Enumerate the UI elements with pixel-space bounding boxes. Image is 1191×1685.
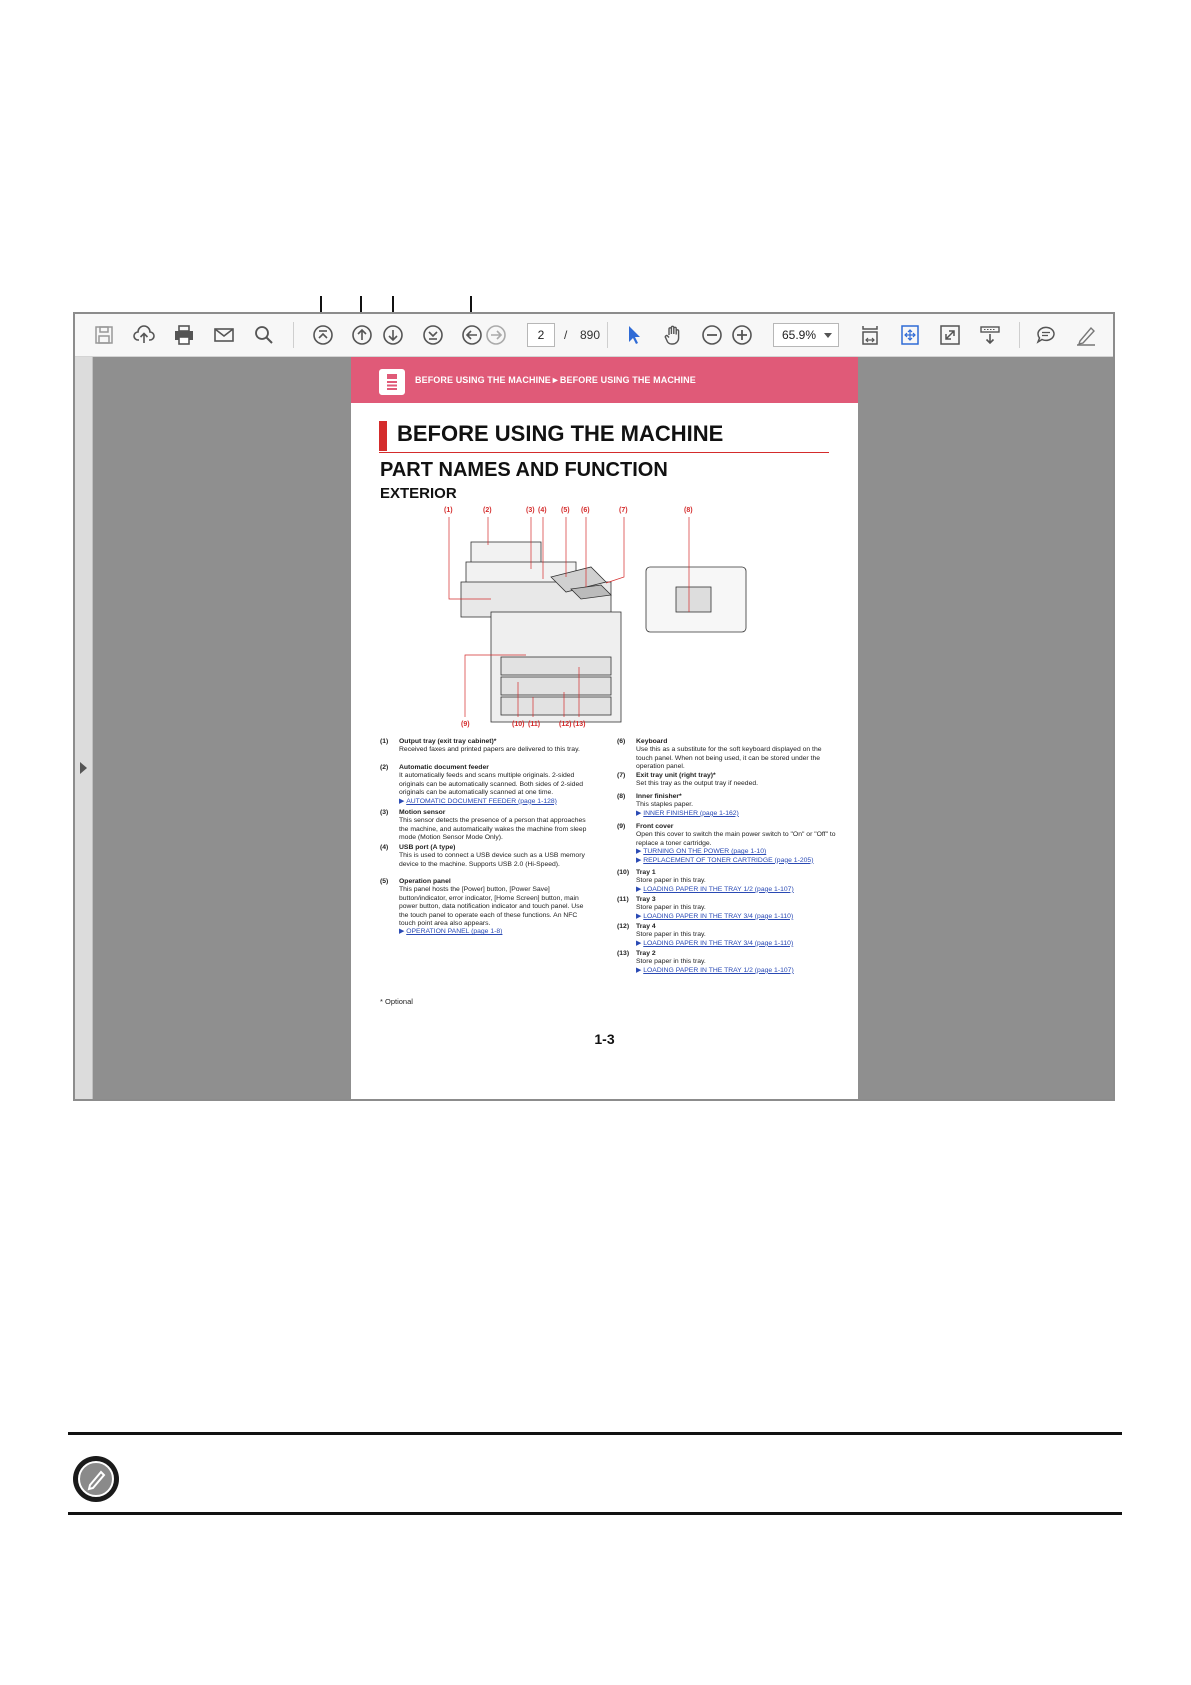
callout-label: (12) [559, 721, 572, 728]
toolbar-divider [293, 322, 294, 348]
fit-page-icon[interactable] [897, 322, 923, 348]
callout-label: (7) [619, 507, 628, 514]
zoom-out-icon[interactable] [699, 322, 725, 348]
sign-pen-icon[interactable] [1073, 322, 1099, 348]
comment-icon[interactable] [1033, 322, 1059, 348]
zoom-in-icon[interactable] [729, 322, 755, 348]
chevron-down-icon [824, 333, 832, 338]
link-loading-tray-3-4[interactable]: ▶ LOADING PAPER IN THE TRAY 3/4 (page 1-110) [636, 940, 793, 948]
toolbar-divider [1019, 322, 1020, 348]
last-page-icon[interactable] [420, 322, 446, 348]
callout-label: (5) [561, 507, 570, 514]
select-cursor-icon[interactable] [621, 322, 647, 348]
navigation-panel-toggle[interactable] [75, 357, 93, 1099]
page-number: 1-3 [594, 1031, 615, 1047]
first-page-icon[interactable] [310, 322, 336, 348]
note-rule-top [68, 1432, 1122, 1435]
previous-view-icon[interactable] [459, 322, 485, 348]
next-view-icon[interactable] [483, 322, 509, 348]
link-turning-on-power[interactable]: ▶ TURNING ON THE POWER (page 1-10) [636, 848, 837, 856]
note-rule-bottom [68, 1512, 1122, 1515]
callout-label: (3) [526, 507, 535, 514]
pdf-page: BEFORE USING THE MACHINE►BEFORE USING THE MACHINE BEFORE USING THE MACHINE PART NAMES AND FUNCTION EXTERIOR (1) (2) (3) (4) (5) (6) (7) (8) (9) (10) (11) (12) (13) (1) Output tray (exit tray cabinet)* Received faxes and printed papers are delivered to this tray. (2) Automatic document feeder It automatically feeds and scans multiple originals. 2-sided originals can be automatically scanned. Both sides of 2-sided originals can be automatically scanned at one time. ▶ AUTOMATIC DOCUMENT FEEDER (page 1-128) (3) Motion sensor This sensor detects the presence of a person that approaches the machine, and automatically wakes the machine from sleep mode (Motion Sensor Mode Only). (4) USB port (A type) This is used to connect a USB device such as a USB memory device to the machine. Supports USB 2.0 (Hi-Speed). (5) Operation panel This panel hosts the [Power] button, [Power Save] button/indicator, error indicator, [Home Screen] button, main power button, data notification indicator and touch panel. Use the touch panel to operate each of these functions. An NFC touch point area also appears. ▶ OPERATION PANEL (page 1-8) (6) Keyboard Use this as a substitute for the soft keyboard displayed on the touch panel. When not being used, it can be stored under the operation panel. (7) Exit tray unit (right tray)* Set this tray as the output tray if needed. (8) Inner finisher* This staples paper. ▶ INNER FINISHER (page 1-162) (9) Front cover Open this cover to switch the main power switch to "On" or "Off" to replace a toner cartridge. ▶ TURNING ON THE POWER (page 1-10) ▶ REPLACEMENT OF TONER CARTRIDGE (page 1-205) (10) Tray 1 Store paper in this tray. ▶ LOADING PAPER IN THE TRAY 1/2 (page 1-107) (11) Tray 3 Store paper in this tray. ▶ LOADING PAPER IN THE TRAY 3/4 (page 1-110) (12) Tray 4 Store paper in this tray. ▶ LOADING PAPER IN THE TRAY 3/4 (page 1-110) (13) Tray 2 Store paper in this tray. ▶ LOADING PAPER IN THE TRAY 1/2 (page 1-107) * Optional 1-3 [351, 357, 858, 1099]
pdf-viewer-window [73, 312, 1115, 1101]
link-inner-finisher[interactable]: ▶ INNER FINISHER (page 1-162) [636, 810, 739, 818]
subsection-heading: EXTERIOR [380, 485, 457, 502]
header-breadcrumb-link[interactable]: BEFORE USING THE MACHINE►BEFORE USING THE MACHINE [415, 375, 696, 385]
save-icon[interactable] [91, 322, 117, 348]
page-title: BEFORE USING THE MACHINE [397, 421, 724, 446]
callout-label: (2) [483, 507, 492, 514]
callout-label: (10) [512, 721, 525, 728]
section-heading: PART NAMES AND FUNCTION [380, 459, 668, 481]
scrolling-mode-icon[interactable] [857, 322, 883, 348]
upload-cloud-icon[interactable] [131, 322, 157, 348]
callout-label: (4) [538, 507, 547, 514]
callout-label: (1) [444, 507, 453, 514]
pencil-note-icon [73, 1456, 119, 1502]
print-icon[interactable] [171, 322, 197, 348]
title-accent-bar [379, 421, 387, 451]
callout-label: (9) [461, 721, 470, 728]
link-loading-tray-3-4[interactable]: ▶ LOADING PAPER IN THE TRAY 3/4 (page 1-110) [636, 913, 793, 921]
full-screen-icon[interactable] [937, 322, 963, 348]
search-icon[interactable] [251, 322, 277, 348]
machine-panel-icon [379, 369, 405, 395]
zoom-select[interactable] [773, 323, 839, 347]
callout-label: (13) [573, 721, 586, 728]
mail-icon[interactable] [211, 322, 237, 348]
document-area[interactable] [75, 357, 1113, 1099]
optional-footnote: * Optional [380, 997, 413, 1006]
page-separator: / [564, 328, 568, 342]
link-replacement-toner[interactable]: ▶ REPLACEMENT OF TONER CARTRIDGE (page 1-205) [636, 857, 837, 865]
link-operation-panel[interactable]: ▶ OPERATION PANEL (page 1-8) [399, 928, 590, 936]
toolbar-divider [607, 322, 608, 348]
viewer-toolbar [75, 314, 1113, 357]
link-loading-tray-1-2[interactable]: ▶ LOADING PAPER IN THE TRAY 1/2 (page 1-107) [636, 886, 794, 894]
zoom-value: 65.9% [782, 328, 817, 342]
expand-arrow-icon [80, 762, 87, 774]
next-page-icon[interactable] [380, 322, 406, 348]
title-rule [379, 452, 829, 453]
page-number-input[interactable]: 2 [527, 323, 555, 347]
page-header-band [351, 357, 858, 403]
hand-tool-icon[interactable] [660, 322, 686, 348]
callout-label: (11) [528, 721, 541, 728]
callout-label: (6) [581, 507, 590, 514]
link-loading-tray-1-2[interactable]: ▶ LOADING PAPER IN THE TRAY 1/2 (page 1-107) [636, 967, 794, 975]
page-total: 890 [580, 328, 601, 342]
previous-page-icon[interactable] [349, 322, 375, 348]
callout-label: (8) [684, 507, 693, 514]
machine-illustration [431, 507, 751, 727]
link-automatic-document-feeder[interactable]: ▶ AUTOMATIC DOCUMENT FEEDER (page 1-128) [399, 798, 590, 806]
read-mode-icon[interactable] [977, 322, 1003, 348]
